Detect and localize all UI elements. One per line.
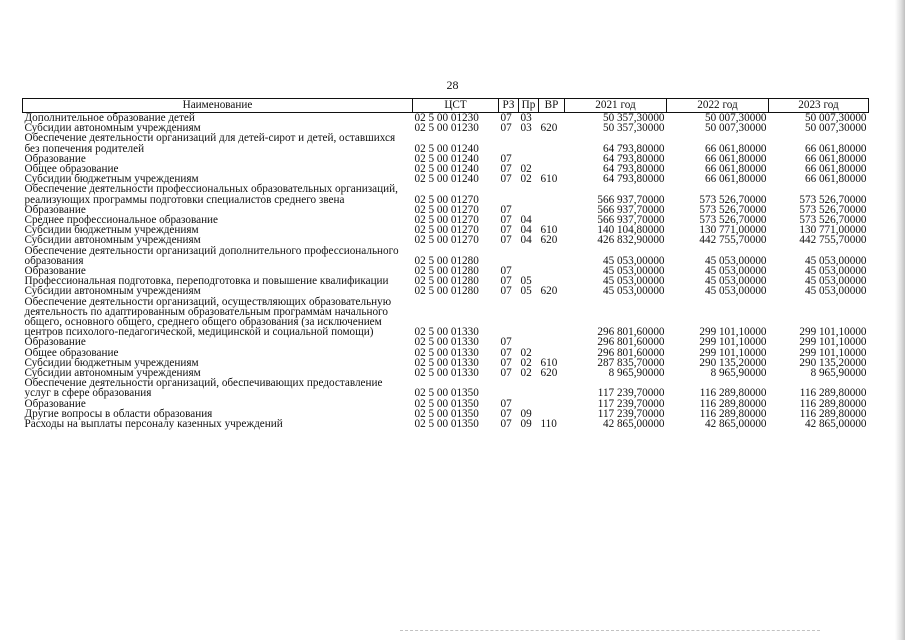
cell-vr xyxy=(539,378,565,398)
cell-name: Субсидии автономным учреждениям xyxy=(24,367,201,380)
cell-name: Субсидии бюджетным учреждениям xyxy=(24,356,199,369)
cell-rz: 07 xyxy=(500,234,512,247)
cell-2022: 130 771,00000 xyxy=(699,224,767,237)
cell-2023: 45 053,00000 xyxy=(804,275,867,288)
cell-2022: 50 007,30000 xyxy=(704,122,767,135)
cell-rz: 07 xyxy=(500,224,512,237)
cell-name: Субсидии бюджетным учреждениям xyxy=(24,224,199,237)
cell-vr: 620 xyxy=(540,234,558,247)
cell-2022: 45 053,00000 xyxy=(704,265,767,278)
cell-cst: 02 5 00 01350 xyxy=(414,397,479,410)
cell-rz: 07 xyxy=(500,418,512,431)
cell-cst: 02 5 00 01350 xyxy=(414,418,479,431)
cell-name: Другие вопросы в области образования xyxy=(24,407,213,420)
table-row xyxy=(23,419,869,429)
cell-2022: 45 053,00000 xyxy=(704,285,767,298)
cell-2022: 116 289,80000 xyxy=(699,387,767,400)
cell-cst: 02 5 00 01270 xyxy=(414,203,479,216)
cell-pr: 09 xyxy=(520,418,532,431)
cell-rz: 07 xyxy=(500,214,512,227)
header-rz: РЗ xyxy=(499,99,519,113)
cell-vr xyxy=(539,266,565,276)
cell-vr xyxy=(539,399,565,409)
cell-name: Обеспечение деятельности профессиональных образовательных организаций, реализующих программы подготовки специалистов среднего звена xyxy=(24,183,398,206)
cell-2023: 573 526,70000 xyxy=(799,203,867,216)
cell-cst: 02 5 00 01240 xyxy=(414,173,479,186)
cell-2021: 45 053,00000 xyxy=(602,254,665,267)
cell-pr: 04 xyxy=(520,234,532,247)
cell-2022: 66 061,80000 xyxy=(704,152,767,165)
cell-2021: 296 801,60000 xyxy=(597,336,665,349)
cell-vr: 620 xyxy=(540,285,558,298)
cell-cst: 02 5 00 01270 xyxy=(414,214,479,227)
cell-cst: 02 5 00 01240 xyxy=(414,163,479,176)
cell-rz: 07 xyxy=(500,407,512,420)
cell-name: Общее образование xyxy=(24,163,119,176)
cell-2021: 64 793,80000 xyxy=(602,163,665,176)
cell-2023: 50 007,30000 xyxy=(804,112,867,124)
cell-2023: 8 965,90000 xyxy=(810,367,867,380)
cell-2021: 566 937,70000 xyxy=(597,203,665,216)
cell-cst: 02 5 00 01240 xyxy=(414,142,479,155)
header-2021: 2021 год xyxy=(565,99,667,113)
cell-2022: 116 289,80000 xyxy=(699,397,767,410)
cell-2022: 573 526,70000 xyxy=(699,214,767,227)
table-header-row xyxy=(23,99,869,113)
cell-name: Обеспечение деятельности организаций дополнительного профессионального образования xyxy=(24,244,399,267)
cell-rz: 07 xyxy=(500,367,512,380)
cell-2023: 116 289,80000 xyxy=(799,407,867,420)
cell-2023: 66 061,80000 xyxy=(804,152,867,165)
table-row xyxy=(23,378,869,398)
cell-pr: 05 xyxy=(520,285,532,298)
cell-vr: 110 xyxy=(540,418,557,431)
cell-2022: 42 865,00000 xyxy=(704,418,767,431)
table-row xyxy=(23,297,869,338)
cell-vr: 620 xyxy=(540,367,558,380)
cell-pr xyxy=(519,184,539,204)
cell-cst: 02 5 00 01280 xyxy=(414,254,479,267)
cell-2022: 573 526,70000 xyxy=(699,203,767,216)
cell-pr: 02 xyxy=(520,173,532,186)
cell-vr: 620 xyxy=(540,122,558,135)
cell-2023: 45 053,00000 xyxy=(804,254,867,267)
cell-name: Образование xyxy=(24,397,86,410)
cell-vr xyxy=(539,133,565,153)
cell-2023: 299 101,10000 xyxy=(799,326,867,339)
cell-name: Профессиональная подготовка, переподготовка и повышение квалификации xyxy=(24,275,389,288)
cell-2023: 42 865,00000 xyxy=(804,418,867,431)
cell-rz: 07 xyxy=(500,397,512,410)
cell-2021: 45 053,00000 xyxy=(602,285,665,298)
cell-cst: 02 5 00 01330 xyxy=(414,367,479,380)
header-vr: ВР xyxy=(539,99,565,113)
cell-pr: 05 xyxy=(520,275,532,288)
scan-edge-shadow xyxy=(895,0,905,640)
cell-rz: 07 xyxy=(500,152,512,165)
cell-2023: 290 135,20000 xyxy=(799,356,867,369)
cell-name: Субсидии автономным учреждениям xyxy=(24,122,201,135)
cell-2021: 45 053,00000 xyxy=(602,265,665,278)
cell-2023: 573 526,70000 xyxy=(799,214,867,227)
cell-vr xyxy=(539,297,565,338)
header-pr: Пр xyxy=(519,99,539,113)
cell-2022: 442 755,70000 xyxy=(699,234,767,247)
cell-2022: 50 007,30000 xyxy=(704,112,767,124)
cell-cst: 02 5 00 01240 xyxy=(414,152,479,165)
cell-rz xyxy=(499,184,519,204)
cell-rz: 07 xyxy=(500,275,512,288)
cell-2021: 8 965,90000 xyxy=(608,367,665,380)
cell-2023: 50 007,30000 xyxy=(804,122,867,135)
cell-cst: 02 5 00 01350 xyxy=(414,387,479,400)
cell-name: Образование xyxy=(24,265,86,278)
cell-rz: 07 xyxy=(500,173,512,186)
cell-2022: 45 053,00000 xyxy=(704,275,767,288)
table-row xyxy=(23,246,869,266)
header-cst: ЦСТ xyxy=(413,99,499,113)
cell-pr xyxy=(519,297,539,338)
cell-cst: 02 5 00 01230 xyxy=(414,122,479,135)
cell-pr: 04 xyxy=(520,224,532,237)
cell-name: Образование xyxy=(24,203,86,216)
header-2022: 2022 год xyxy=(667,99,769,113)
cell-vr: 610 xyxy=(540,356,558,369)
cell-2022: 290 135,20000 xyxy=(699,356,767,369)
cell-pr: 02 xyxy=(520,163,532,176)
cell-rz: 07 xyxy=(500,203,512,216)
cell-2022: 8 965,90000 xyxy=(710,367,767,380)
cell-2023: 66 061,80000 xyxy=(804,173,867,186)
cell-cst: 02 5 00 01280 xyxy=(414,285,479,298)
cell-cst: 02 5 00 01350 xyxy=(414,407,479,420)
table-row xyxy=(23,133,869,153)
cell-2021: 42 865,00000 xyxy=(602,418,665,431)
cell-pr xyxy=(519,246,539,266)
table-row xyxy=(23,184,869,204)
scan-bottom-artifact xyxy=(400,630,820,633)
cell-2022: 573 526,70000 xyxy=(699,193,767,206)
cell-pr: 09 xyxy=(520,407,532,420)
cell-2021: 50 357,30000 xyxy=(602,112,665,124)
cell-2021: 566 937,70000 xyxy=(597,193,665,206)
cell-rz xyxy=(499,133,519,153)
cell-2021: 296 801,60000 xyxy=(597,346,665,359)
cell-vr xyxy=(539,184,565,204)
cell-rz xyxy=(499,246,519,266)
cell-rz: 07 xyxy=(500,346,512,359)
cell-2021: 287 835,70000 xyxy=(597,356,665,369)
cell-pr: 04 xyxy=(520,214,532,227)
cell-cst: 02 5 00 01270 xyxy=(414,234,479,247)
cell-vr: 610 xyxy=(540,173,558,186)
page-number: 28 xyxy=(446,78,459,92)
cell-2021: 50 357,30000 xyxy=(602,122,665,135)
cell-rz: 07 xyxy=(500,122,512,135)
cell-2023: 66 061,80000 xyxy=(804,142,867,155)
cell-name: Обеспечение деятельности организаций для детей-сирот и детей, оставшихся без попечения родителей xyxy=(24,132,396,155)
cell-rz xyxy=(499,297,519,338)
cell-2021: 426 832,90000 xyxy=(597,234,665,247)
cell-2022: 66 061,80000 xyxy=(704,142,767,155)
cell-rz: 07 xyxy=(500,112,512,124)
table-body xyxy=(23,113,869,430)
cell-2022: 45 053,00000 xyxy=(704,254,767,267)
cell-rz: 07 xyxy=(500,265,512,278)
cell-name: Субсидии бюджетным учреждениям xyxy=(24,173,199,186)
cell-2023: 442 755,70000 xyxy=(799,234,867,247)
cell-pr: 02 xyxy=(520,346,532,359)
cell-cst: 02 5 00 01330 xyxy=(414,326,479,339)
cell-rz: 07 xyxy=(500,336,512,349)
cell-2021: 117 239,70000 xyxy=(597,407,665,420)
cell-cst: 02 5 00 01270 xyxy=(414,224,479,237)
cell-2023: 45 053,00000 xyxy=(804,285,867,298)
cell-vr xyxy=(539,337,565,347)
cell-vr xyxy=(539,154,565,164)
budget-table xyxy=(22,98,869,429)
cell-name: Субсидии автономным учреждениям xyxy=(24,285,201,298)
cell-2023: 573 526,70000 xyxy=(799,193,867,206)
cell-name: Общее образование xyxy=(24,346,119,359)
cell-cst: 02 5 00 01330 xyxy=(414,346,479,359)
cell-cst: 02 5 00 01330 xyxy=(414,336,479,349)
cell-rz xyxy=(499,378,519,398)
cell-cst: 02 5 00 01280 xyxy=(414,275,479,288)
cell-2021: 64 793,80000 xyxy=(602,173,665,186)
cell-2023: 116 289,80000 xyxy=(799,397,867,410)
cell-name: Субсидии автономным учреждениям xyxy=(24,234,201,247)
cell-vr: 610 xyxy=(540,224,558,237)
cell-name: Расходы на выплаты персоналу казенных учреждений xyxy=(24,418,283,431)
cell-pr: 03 xyxy=(520,112,532,124)
cell-rz: 07 xyxy=(500,163,512,176)
cell-vr xyxy=(539,205,565,215)
cell-pr: 02 xyxy=(520,367,532,380)
cell-name: Дополнительное образование детей xyxy=(24,112,195,124)
cell-2021: 566 937,70000 xyxy=(597,214,665,227)
cell-2022: 299 101,10000 xyxy=(699,326,767,339)
cell-rz: 07 xyxy=(500,356,512,369)
cell-pr: 03 xyxy=(520,122,532,135)
cell-name: Обеспечение деятельности организаций, осуществляющих образовательную деятельность по адаптированным образовательным программам начального общего, основного общего, среднего общего образования (за исключением центров психолого-педагогической, медицинской и социальной помощи) xyxy=(24,295,392,339)
cell-name: Образование xyxy=(24,152,86,165)
cell-2023: 130 771,00000 xyxy=(799,224,867,237)
cell-2023: 116 289,80000 xyxy=(799,387,867,400)
cell-2023: 299 101,10000 xyxy=(799,336,867,349)
cell-name: Обеспечение деятельности организаций, обеспечивающих предоставление услуг в сфере образования xyxy=(24,377,383,400)
cell-2021: 117 239,70000 xyxy=(597,387,665,400)
cell-2021: 45 053,00000 xyxy=(602,275,665,288)
cell-2021: 64 793,80000 xyxy=(602,152,665,165)
cell-cst: 02 5 00 01230 xyxy=(414,112,479,124)
cell-pr xyxy=(519,133,539,153)
cell-name: Среднее профессиональное образование xyxy=(24,214,219,227)
cell-cst: 02 5 00 01270 xyxy=(414,193,479,206)
cell-cst: 02 5 00 01330 xyxy=(414,356,479,369)
cell-name: Образование xyxy=(24,336,86,349)
cell-2021: 140 104,80000 xyxy=(597,224,665,237)
cell-2022: 299 101,10000 xyxy=(699,346,767,359)
cell-rz: 07 xyxy=(500,285,512,298)
cell-2021: 117 239,70000 xyxy=(597,397,665,410)
cell-2022: 66 061,80000 xyxy=(704,163,767,176)
cell-pr xyxy=(519,378,539,398)
cell-2022: 299 101,10000 xyxy=(699,336,767,349)
cell-vr xyxy=(539,246,565,266)
cell-2023: 299 101,10000 xyxy=(799,346,867,359)
cell-2022: 66 061,80000 xyxy=(704,173,767,186)
cell-2021: 296 801,60000 xyxy=(597,326,665,339)
header-2023: 2023 год xyxy=(769,99,869,113)
cell-2023: 66 061,80000 xyxy=(804,163,867,176)
cell-2021: 64 793,80000 xyxy=(602,142,665,155)
cell-2022: 116 289,80000 xyxy=(699,407,767,420)
cell-2023: 45 053,00000 xyxy=(804,265,867,278)
header-name: Наименование xyxy=(23,99,413,113)
cell-pr: 02 xyxy=(520,356,532,369)
cell-cst: 02 5 00 01280 xyxy=(414,265,479,278)
